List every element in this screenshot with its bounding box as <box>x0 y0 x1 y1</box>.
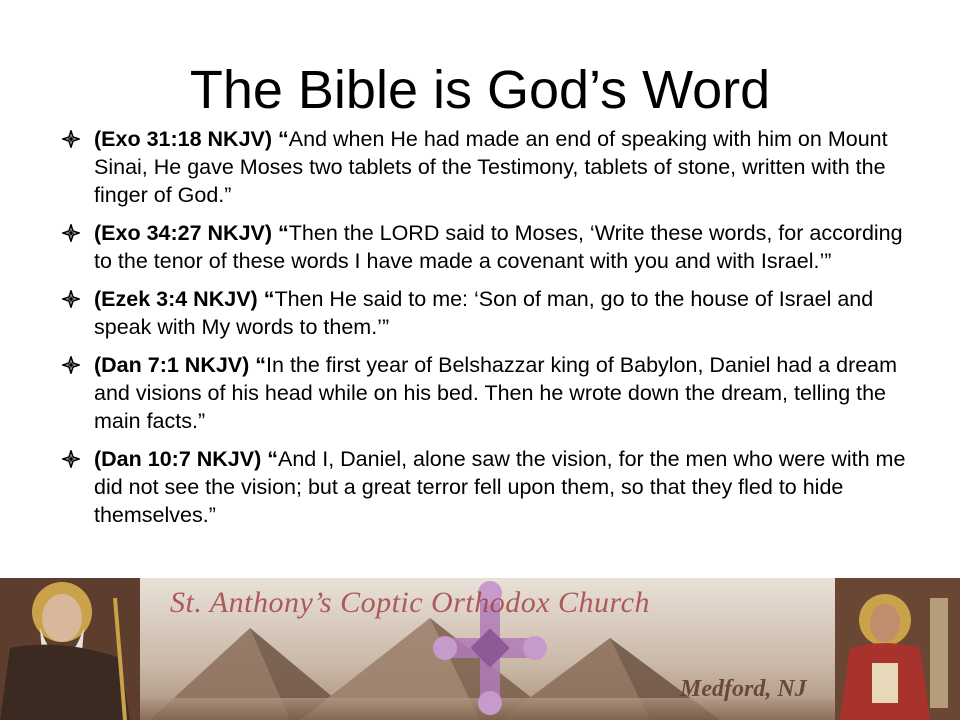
list-item <box>62 445 922 529</box>
church-name: St. Anthony’s Coptic Orthodox Church <box>170 586 650 619</box>
saint-icon <box>0 578 140 720</box>
scripture-reference: (Ezek 3:4 NKJV) <box>94 287 258 311</box>
diamond-bullet-icon <box>62 356 80 374</box>
bullet-list <box>62 125 922 539</box>
church-banner <box>0 578 960 720</box>
scripture-text: Then He said to me: ‘Son of man, go to the house of Israel and speak with My words to them.’” <box>94 287 874 339</box>
list-item <box>62 125 922 209</box>
open-quote: “ <box>255 353 267 377</box>
open-quote: “ <box>263 287 275 311</box>
diamond-bullet-icon <box>62 224 80 242</box>
list-item <box>62 351 922 435</box>
scripture-reference: (Dan 7:1 NKJV) <box>94 353 250 377</box>
diamond-bullet-icon <box>62 130 80 148</box>
saint-icon <box>835 578 960 720</box>
open-quote: “ <box>278 221 289 245</box>
list-item <box>62 219 922 275</box>
list-item <box>62 285 922 341</box>
scripture-reference: (Dan 10:7 NKJV) <box>94 447 262 471</box>
open-quote: “ <box>278 127 289 151</box>
church-location: Medford, NJ <box>680 676 807 702</box>
diamond-bullet-icon <box>62 450 80 468</box>
scripture-text: And when He had made an end of speaking with him on Mount Sinai, He gave Moses two tablets of the Testimony, tablets of stone, written with the finger of God.” <box>94 127 888 207</box>
scripture-reference: (Exo 34:27 NKJV) <box>94 221 273 245</box>
scripture-text: And I, Daniel, alone saw the vision, for the men who were with me did not see the vision; but a great terror fell upon them, so that they fled to hide themselves.” <box>94 447 906 527</box>
scripture-text: Then the LORD said to Moses, ‘Write these words, for according to the tenor of these words I have made a covenant with you and with Israel.’” <box>94 221 903 273</box>
open-quote: “ <box>267 447 278 471</box>
slide-title: The Bible is God’s Word <box>189 60 771 120</box>
scripture-reference: (Exo 31:18 NKJV) <box>94 127 273 151</box>
scripture-text: In the first year of Belshazzar king of Babylon, Daniel had a dream and visions of his head while on his bed. Then he wrote down the dream, telling the main facts.” <box>94 353 898 433</box>
diamond-bullet-icon <box>62 290 80 308</box>
